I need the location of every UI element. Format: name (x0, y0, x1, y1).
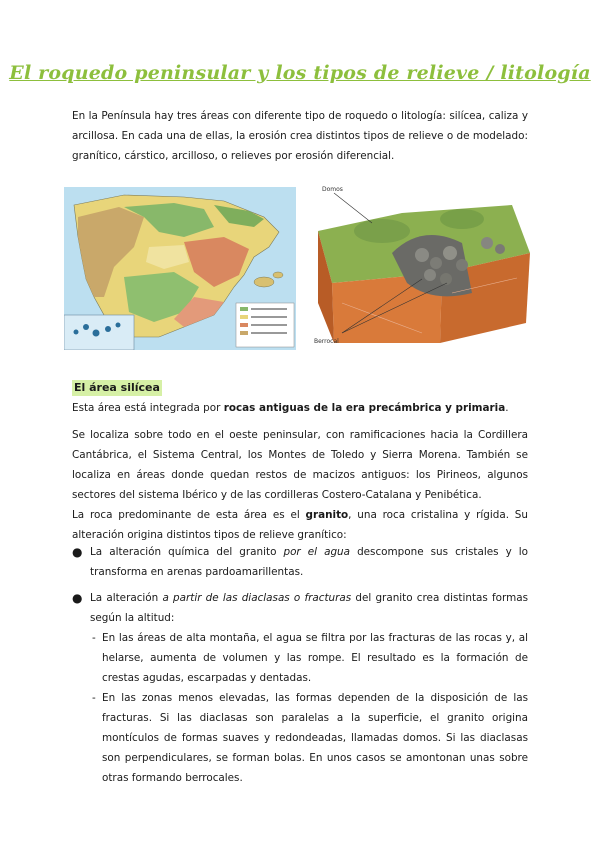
bullet-item (72, 542, 528, 582)
sub-text: En las áreas de alta montaña, el agua se filtra por las fracturas de las rocas y, al helarse, aumenta de volumen y las rompe. El resultado es la formación de crestas agudas, escarpadas y dentadas. (102, 632, 528, 684)
berrocal-label: Berrocal (314, 338, 339, 345)
p1-bold-text: rocas antiguas de la era precámbrica y primaria (223, 402, 506, 414)
p3-text: La roca predominante de esta área es el (72, 509, 306, 521)
page-title: El roquedo peninsular y los tipos de relieve / litología (9, 62, 591, 84)
sub-item (92, 628, 528, 688)
dash-icon: - (92, 692, 96, 704)
dash-icon: - (92, 632, 96, 644)
sub-text: En las zonas menos elevadas, las formas dependen de la disposición de las fracturas. Si las diaclasas son paralelas a la superficie, el granito origina montículos de formas suaves y redondeadas, llamadas domos. Si las diaclasas son perpendiculares, se forman bolas. En unos casos se amontonan unas sobre otras formando berrocales. (102, 692, 528, 784)
bullet-dot-icon: ● (72, 591, 83, 605)
p1-text: Esta área está integrada por (72, 402, 224, 414)
granite-relief-diagram (312, 183, 534, 353)
p3-bold-text: granito (305, 509, 349, 521)
section-paragraph-2: Se localiza sobre todo en el oeste peninsular, con ramificaciones hacia la Cordillera Cantábrica, el Sistema Central, los Montes de Toledo y Sierra Morena. También se localiza en áreas donde quedan restos de macizos antiguos: los Pirineos, algunos sectores del sistema Ibérico y de las cordilleras Costero-Catalana y Penibética. (72, 429, 528, 501)
figures (64, 183, 534, 353)
bullet-item (72, 588, 528, 628)
lithology-map (64, 187, 296, 350)
section-paragraph-1 (72, 398, 528, 418)
section-heading: El área silícea (74, 381, 160, 394)
bullet-text: La alteración a partir de las diaclasas o fracturas del granito crea distintas formas según la altitud: (90, 592, 528, 624)
sub-item (92, 688, 528, 788)
domos-label: Domos (322, 186, 343, 193)
bullet-dot-icon: ● (72, 545, 83, 559)
p3-end: , una roca cristalina y rígida. Su alteración origina distintos tipos de relieve granítico: (72, 509, 528, 541)
p1-end: . (505, 402, 509, 414)
bullet-text: La alteración química del granito por el agua descompone sus cristales y lo transforma en arenas pardoamarillentas. (90, 546, 529, 578)
intro-paragraph: En la Península hay tres áreas con diferente tipo de roquedo o litología: silícea, caliza y arcillosa. En cada una de ellas, la erosión crea distintos tipos de relieve o de modelado: granítico, cárstico, arcilloso, o relieves por erosión diferencial. (72, 110, 528, 162)
section-paragraph-3 (72, 505, 528, 545)
